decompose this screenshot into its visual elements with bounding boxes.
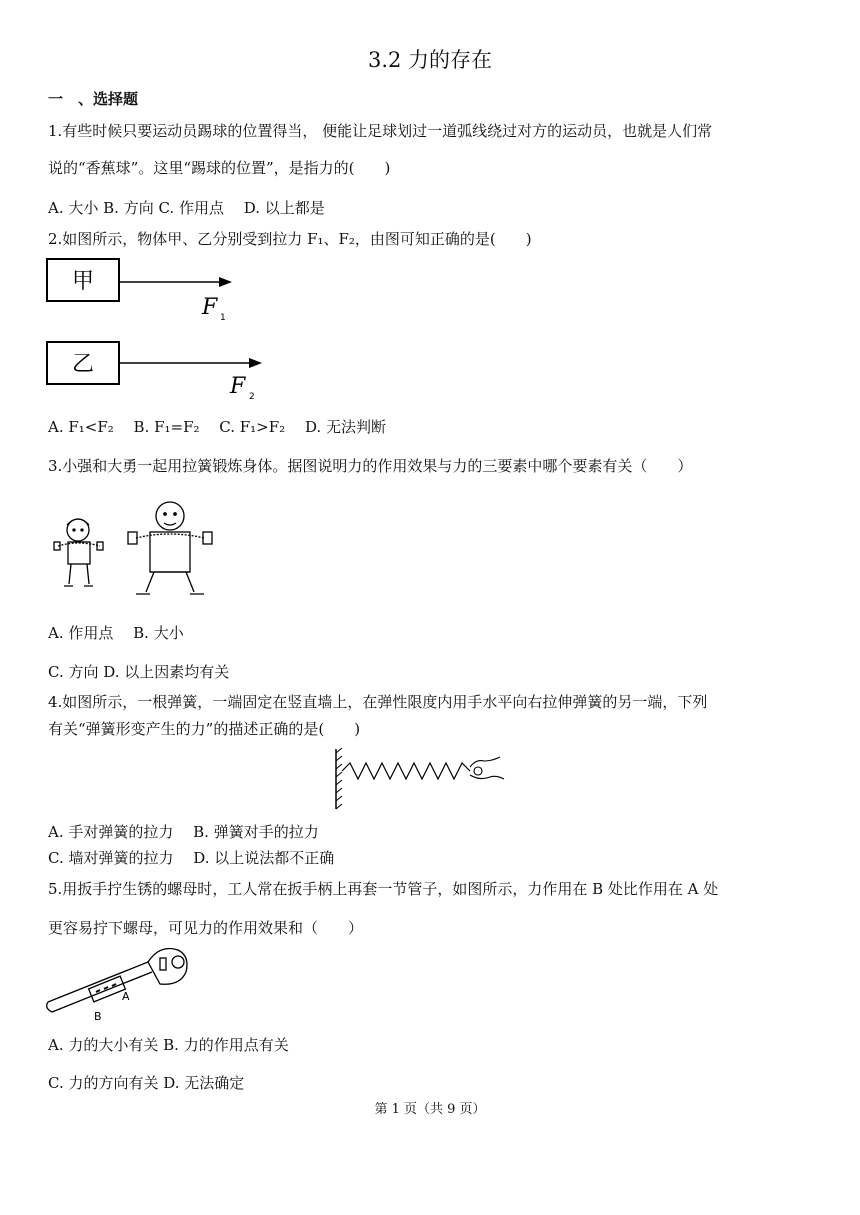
arrow-f1-head [219,277,232,287]
f2-subscript: 2 [249,392,255,402]
box-jia-label: 甲 [71,269,95,294]
pipe-sleeve [89,976,126,1002]
question-4-line-1: 4.如图所示，一根弹簧，一端固定在竖直墙上，在弹性限度内用手水平向右拉伸弹簧的另一端，下列 [48,693,708,711]
question-5-options-row-1: A. 力的大小有关 B. 力的作用点有关 [48,1036,289,1054]
wrench-illustration [47,949,187,1013]
f1-label: F [202,295,218,320]
spring-wall-figure [328,745,518,813]
wrench-figure [44,944,204,1024]
page-footer: 第 1 页（共 9 页） [374,1102,486,1117]
f1-subscript: 1 [220,313,226,323]
question-2-stem: 2.如图所示，物体甲、乙分别受到拉力 F₁、F₂，由图可知正确的是( ) [48,230,532,248]
question-5-options-row-2: C. 力的方向有关 D. 无法确定 [48,1074,245,1092]
arrow-f2-head [249,358,262,368]
hand-icon [470,757,504,779]
big-man-illustration [128,502,212,594]
question-5-line-2: 更容易拧下螺母，可见力的作用效果和（ ） [48,919,364,937]
question-1-options: A. 大小 B. 方向 C. 作用点 D. 以上都是 [48,199,325,217]
question-4-options-row-1: A. 手对弹簧的拉力 B. 弹簧对手的拉力 [48,823,319,841]
question-3-options-row-2: C. 方向 D. 以上因素均有关 [48,663,230,681]
question-4-options-row-2: C. 墙对弹簧的拉力 D. 以上说法都不正确 [48,849,335,867]
question-3-stem: 3.小强和大勇一起用拉簧锻炼身体。据图说明力的作用效果与力的三要素中哪个要素有关（ ） [48,457,693,475]
question-2-options: A. F₁<F₂ B. F₁=F₂ C. F₁>F₂ D. 无法判断 [48,418,386,436]
question-1-line-1: 1.有些时候只要运动员踢球的位置得当， 便能让足球划过一道弧线绕过对方的运动员，也就是人们常 [48,122,713,140]
point-a-label: A [122,990,130,1003]
spring-coil [342,763,470,779]
point-b-label: B [94,1010,102,1023]
force-comparison-figure [44,256,284,404]
f2-label: F [230,374,246,399]
wall-hatching [336,748,342,809]
question-4-line-2: 有关“弹簧形变产生的力”的描述正确的是( ) [48,720,361,738]
small-boy-illustration [54,519,103,586]
page-title: 3.2 力的存在 [367,48,493,72]
section-heading: 一 、选择题 [48,90,139,108]
spring-exerciser-figure [50,496,230,598]
question-1-line-2: 说的“香蕉球”。这里“踢球的位置”，是指力的( ) [48,159,391,177]
question-3-options-row-1: A. 作用点 B. 大小 [48,624,184,642]
question-5-line-1: 5.用扳手拧生锈的螺母时，工人常在扳手柄上再套一节管子，如图所示，力作用在 B 处比作用在 A 处 [48,880,719,898]
box-yi-label: 乙 [71,352,95,377]
